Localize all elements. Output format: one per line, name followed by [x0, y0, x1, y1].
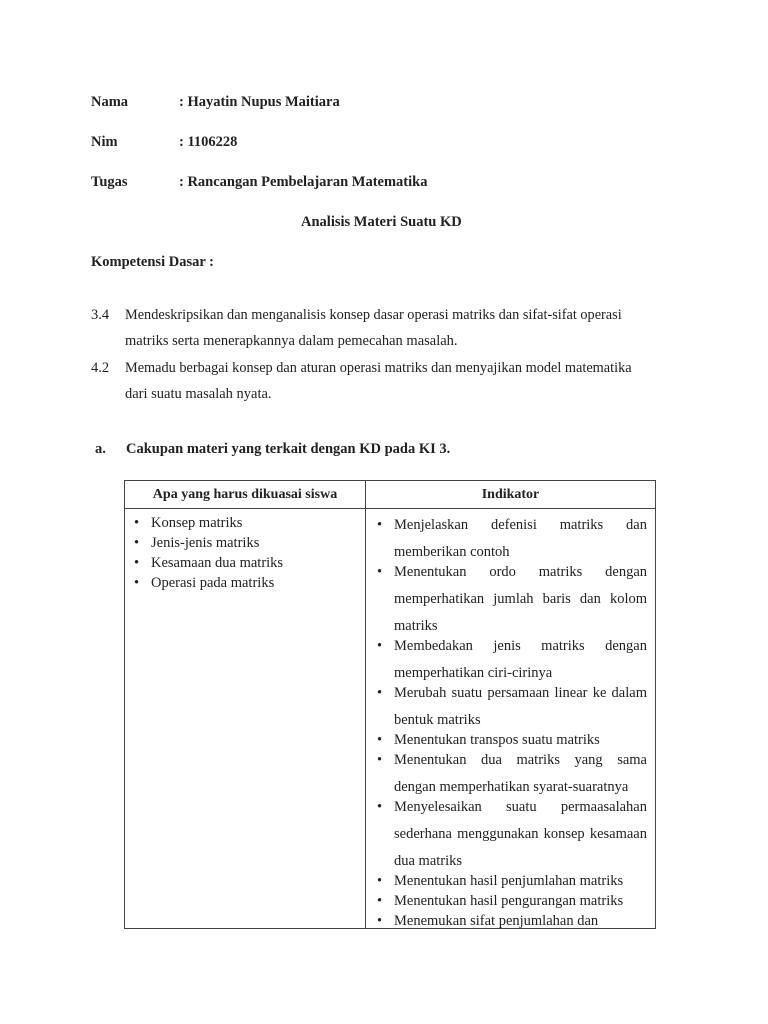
list-item-text: Menentukan hasil pengurangan matriks — [394, 893, 624, 909]
list-item-text: Membedakan jenis matriks dengan memperhatikan ciri-cirinya — [394, 638, 647, 681]
bullet-icon: • — [377, 685, 383, 701]
list-item — [131, 513, 365, 533]
table-cell-indikator — [366, 509, 656, 929]
value-nama: : Hayatin Nupus Maitiara — [179, 94, 340, 110]
bullet-icon: • — [377, 913, 383, 929]
kd-text: dari suatu masalah nyata. — [125, 386, 272, 402]
bullet-icon: • — [134, 575, 140, 591]
value-nim: : 1106228 — [179, 134, 238, 150]
list-item — [374, 633, 647, 687]
list-item-text: Menemukan sifat penjumlahan dan — [394, 913, 599, 929]
list-item — [131, 553, 365, 573]
bullet-icon: • — [377, 517, 383, 533]
bullet-icon: • — [377, 799, 383, 815]
list-item — [374, 908, 647, 935]
table-header: Apa yang harus dikuasai siswa — [125, 481, 366, 509]
list-item-text: Menentukan transpos suatu matriks — [394, 732, 600, 748]
bullet-icon: • — [134, 535, 140, 551]
list-item-text: Menentukan dua matriks yang sama dengan memperhatikan syarat-suaratnya — [394, 752, 647, 795]
label-nim: Nim — [91, 134, 118, 150]
list-item-text: Menentukan hasil penjumlahan matriks — [394, 873, 624, 889]
kd-text: matriks serta menerapkannya dalam pemecahan masalah. — [125, 333, 458, 349]
list-item-text: Jenis-jenis matriks — [151, 535, 260, 551]
list-item-text: Merubah suatu persamaan linear ke dalam bentuk matriks — [394, 685, 647, 728]
list-item — [374, 559, 647, 640]
list-item-text: Menjelaskan defenisi matriks dan memberikan contoh — [394, 517, 647, 560]
label-nama: Nama — [91, 94, 129, 110]
list-item-text: Menyelesaikan suatu permaasalahan sederhana menggunakan konsep kesamaan dua matriks — [394, 799, 647, 869]
list-item-text: Operasi pada matriks — [151, 575, 275, 591]
page-title: Analisis Materi Suatu KD — [301, 214, 462, 230]
kd-text: Memadu berbagai konsep dan aturan operasi matriks dan menyajikan model matematika — [125, 360, 632, 376]
list-item — [374, 512, 647, 566]
bullet-icon: • — [377, 638, 383, 654]
bullet-icon: • — [377, 752, 383, 768]
kd-text: Mendeskripsikan dan menganalisis konsep dasar operasi matriks dan sifat-sifat operasi — [125, 307, 622, 323]
list-item — [131, 573, 365, 593]
bullet-icon: • — [377, 564, 383, 580]
list-item — [374, 794, 647, 875]
kd-number: 3.4 — [91, 307, 110, 323]
list-item — [131, 533, 365, 553]
table-header: Indikator — [366, 481, 656, 509]
list-item-text: Kesamaan dua matriks — [151, 555, 284, 571]
bullet-icon: • — [377, 873, 383, 889]
bullet-icon: • — [134, 555, 140, 571]
table-cell-materi — [125, 509, 366, 929]
bullet-icon: • — [377, 732, 383, 748]
materi-table — [124, 480, 656, 929]
value-tugas: : Rancangan Pembelajaran Matematika — [179, 174, 428, 190]
section-letter: a. — [95, 441, 106, 457]
bullet-icon: • — [377, 893, 383, 909]
bullet-icon: • — [134, 515, 140, 531]
label-tugas: Tugas — [91, 174, 128, 190]
list-item — [374, 747, 647, 801]
list-item — [374, 680, 647, 734]
section-title: Cakupan materi yang terkait dengan KD pada KI 3. — [126, 441, 451, 457]
list-item-text: Menentukan ordo matriks dengan memperhatikan jumlah baris dan kolom matriks — [394, 564, 647, 634]
kd-heading: Kompetensi Dasar : — [91, 254, 214, 270]
kd-number: 4.2 — [91, 360, 110, 376]
list-item-text: Konsep matriks — [151, 515, 243, 531]
